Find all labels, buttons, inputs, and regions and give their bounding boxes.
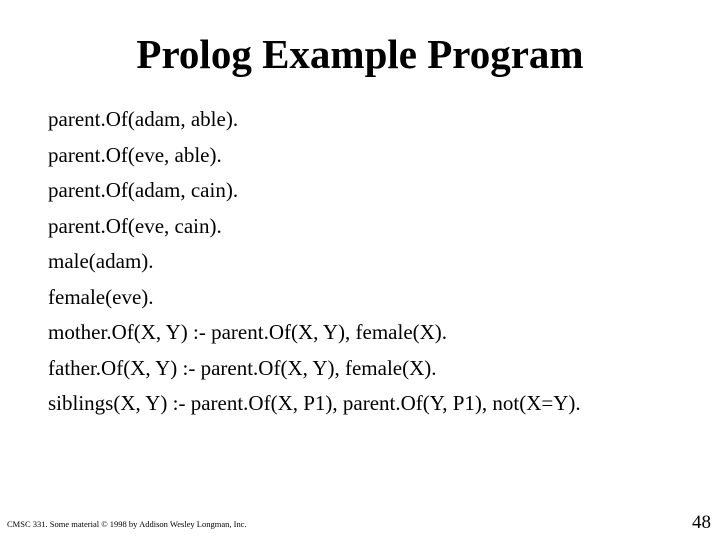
program-line: parent.Of(adam, cain). xyxy=(48,178,239,202)
program-line: parent.Of(adam, able). xyxy=(48,107,239,131)
program-line: siblings(X, Y) :- parent.Of(X, P1), parent.Of(Y, P1), not(X=Y). xyxy=(48,391,581,415)
slide-title: Prolog Example Program xyxy=(136,31,584,77)
footer-credit: CMSC 331. Some material © 1998 by Addison Wesley Longman, Inc. xyxy=(7,519,247,529)
program-line: parent.Of(eve, cain). xyxy=(48,213,222,238)
program-line: female(eve). xyxy=(48,284,154,309)
page-number: 48 xyxy=(692,512,711,533)
program-line: father.Of(X, Y) :- parent.Of(X, Y), female(X). xyxy=(48,355,437,380)
program-line: male(adam). xyxy=(48,249,154,273)
program-line: mother.Of(X, Y) :- parent.Of(X, Y), female(X). xyxy=(48,320,448,344)
program-line: parent.Of(eve, able). xyxy=(48,142,222,167)
program-listing xyxy=(48,102,581,422)
